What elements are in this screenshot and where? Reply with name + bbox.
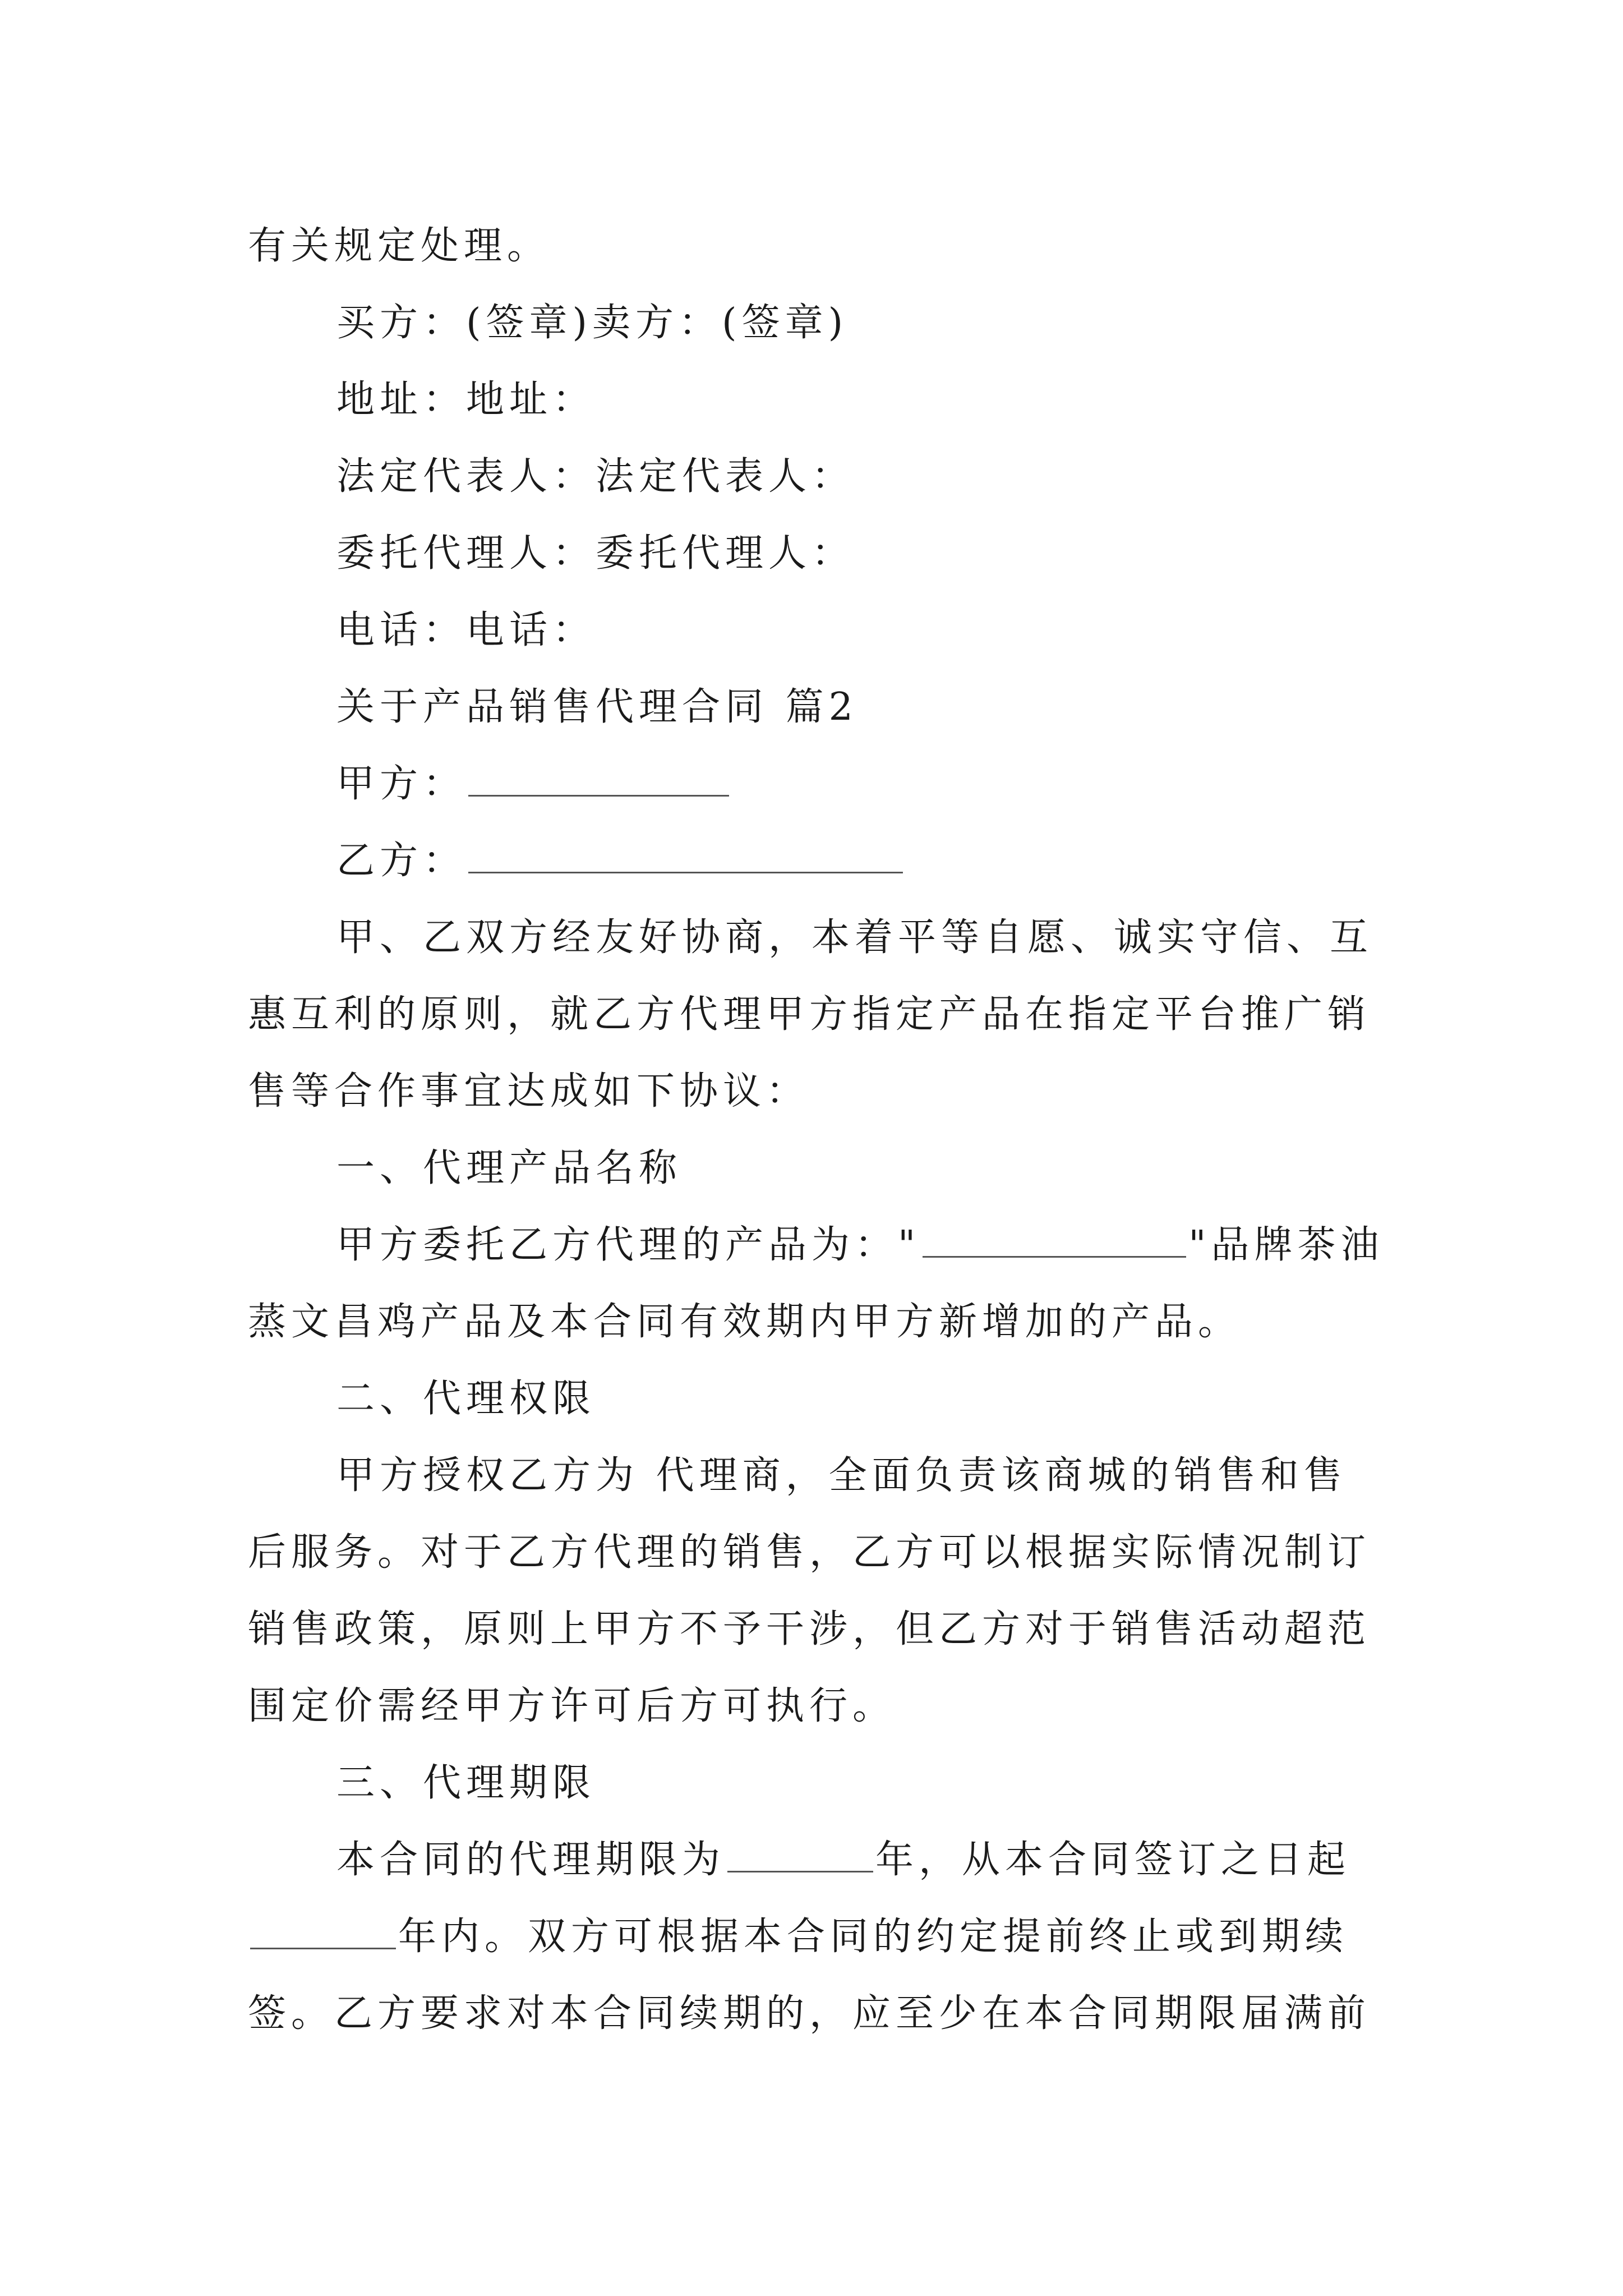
section-title: 关于产品销售代理合同 篇2 [336, 685, 858, 729]
paragraph-line: 蒸文昌鸡产品及本合同有效期内甲方新增加的产品。 [248, 1300, 1242, 1344]
paragraph-line: 签。乙方要求对本合同续期的，应至少在本合同期限届满前 [248, 1991, 1371, 2036]
party-b-label: 乙方： [336, 839, 467, 883]
signature-line-legal-rep: 法定代表人：法定代表人： [336, 454, 855, 499]
clause-heading: 一、代理产品名称 [336, 1146, 683, 1190]
term-years-blank-2 [250, 1913, 396, 1949]
paragraph-line: 后服务。对于乙方代理的销售，乙方可以根据实际情况制订 [248, 1530, 1371, 1575]
paragraph-line [248, 1821, 1386, 1898]
text-fragment: 甲方委托乙方代理的产品为：" [336, 1223, 921, 1267]
brand-blank [923, 1221, 1186, 1258]
paragraph-line: 销售政策，原则上甲方不予干涉，但乙方对于销售活动超范 [248, 1607, 1371, 1651]
text-line: 有关规定处理。 [248, 224, 551, 268]
paragraph-line: 惠互利的原则，就乙方代理甲方指定产品在指定平台推广销 [248, 992, 1371, 1037]
party-a-label: 甲方： [336, 762, 467, 806]
party-b-blank [468, 837, 903, 873]
document-body [248, 208, 1386, 2052]
paragraph-line: 甲、乙双方经友好协商，本着平等自愿、诚实守信、互 [336, 915, 1373, 960]
text-fragment: "品牌茶油 [1188, 1223, 1384, 1267]
party-a-line [248, 746, 1386, 822]
paragraph-line [248, 1207, 1386, 1283]
clause-heading: 三、代理期限 [336, 1761, 596, 1805]
term-years-blank [727, 1836, 873, 1872]
paragraph-line: 售等合作事宜达成如下协议： [248, 1069, 810, 1114]
signature-line-address: 地址：地址： [336, 378, 596, 422]
party-b-line [248, 822, 1386, 899]
signature-line-party: 买方：(签章)卖方：(签章) [336, 301, 849, 345]
text-fragment: 本合同的代理期限为 [336, 1838, 726, 1882]
paragraph-line: 围定价需经甲方许可后方可执行。 [248, 1684, 896, 1728]
paragraph-line [248, 1898, 1386, 1975]
signature-line-agent: 委托代理人：委托代理人： [336, 531, 855, 576]
text-fragment: 年，从本合同签订之日起 [875, 1838, 1351, 1882]
text-fragment: 年内。双方可根据本合同的约定提前终止或到期续 [398, 1915, 1349, 1959]
paragraph-line: 甲方授权乙方为 代理商，全面负责该商城的销售和售 [336, 1453, 1347, 1498]
party-a-blank [468, 760, 729, 797]
clause-heading: 二、代理权限 [336, 1377, 596, 1421]
signature-line-phone: 电话：电话： [336, 608, 596, 652]
